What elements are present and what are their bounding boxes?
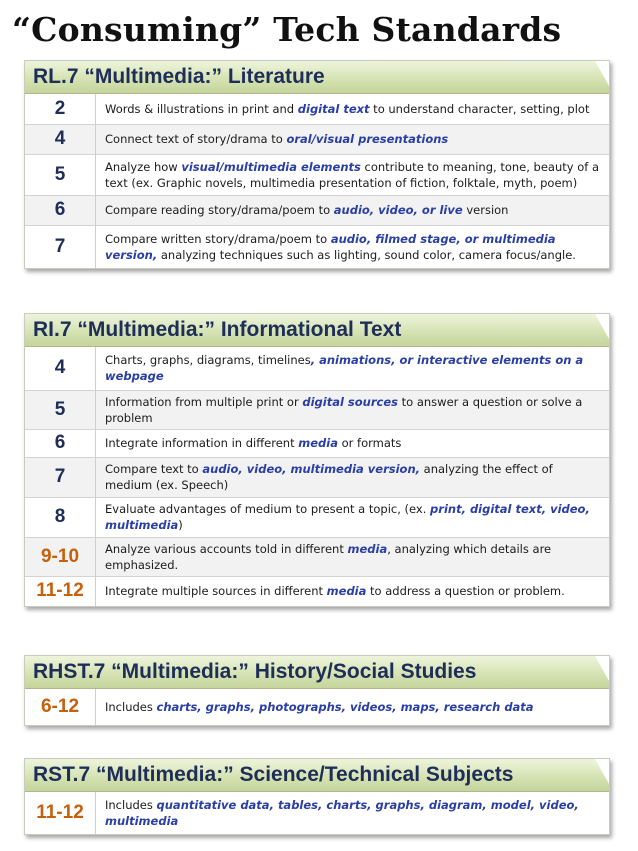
text-run: Compare reading story/drama/poem to (105, 203, 334, 217)
description-cell (96, 429, 610, 457)
table-row (25, 390, 609, 429)
text-run: contribute to meaning, tone, beauty of a text (ex. Graphic novels, multimedia presentation of fiction, folktale, myth, poem) (105, 159, 600, 190)
text-run: analyzing techniques such as lighting, sound color, camera focus/angle. (157, 247, 576, 262)
section-rl7 (24, 60, 610, 269)
emphasized-text: quantitative data, tables, charts, graphs, diagram, model, video, multimedia (105, 798, 579, 828)
emphasized-text: print, digital text, video, multimedia (105, 502, 590, 532)
grade-cell: 5 (25, 154, 96, 195)
text-run: Includes (105, 700, 157, 714)
description-cell (96, 576, 610, 606)
grade-cell: 6 (25, 429, 96, 457)
emphasized-text: media (347, 541, 388, 556)
grade-cell: 9-10 (25, 537, 96, 576)
emphasized-text: digital text (297, 101, 370, 116)
grade-cell: 6-12 (25, 689, 96, 725)
table-row (25, 429, 609, 457)
table-row (25, 195, 609, 225)
description-cell (96, 689, 610, 725)
text-run: ) (178, 518, 183, 532)
section-heading: RL.7 “Multimedia:” Literature (25, 61, 609, 94)
text-run: analyzing the effect of medium (ex. Speech) (105, 462, 553, 492)
text-run: to answer a question or solve a problem (105, 394, 583, 425)
text-run: Analyze how (105, 159, 182, 174)
description-cell (96, 124, 610, 154)
text-run: Evaluate advantages of medium to present a topic, (ex. (105, 502, 431, 516)
grade-cell: 11-12 (25, 576, 96, 606)
page-title: “Consuming” Tech Standards (12, 10, 562, 49)
grade-cell: 4 (25, 124, 96, 154)
table-row (25, 154, 609, 195)
table-row (25, 124, 609, 154)
grade-cell: 6 (25, 195, 96, 225)
standards-table (25, 94, 609, 268)
text-run: Compare written story/drama/poem to (105, 231, 331, 246)
section-heading: RI.7 “Multimedia:” Informational Text (25, 314, 609, 347)
grade-cell: 11-12 (25, 792, 96, 834)
table-row (25, 347, 609, 390)
section-rhst7 (24, 655, 610, 726)
text-run: Words & illustrations in print and (105, 101, 298, 116)
text-run: Charts, graphs, diagrams, timelines (105, 353, 311, 368)
table-row (25, 457, 609, 497)
table-row (25, 576, 609, 606)
text-run: Information from multiple print or (105, 394, 303, 409)
grade-cell: 2 (25, 94, 96, 124)
table-row (25, 792, 609, 834)
grade-cell: 4 (25, 347, 96, 390)
emphasized-text: media (298, 436, 338, 450)
standards-table (25, 792, 609, 834)
description-cell (96, 537, 610, 576)
emphasized-text: audio, filmed stage, or multimedia version, (105, 231, 556, 262)
description-cell (96, 457, 610, 497)
grade-cell: 7 (25, 457, 96, 497)
text-run: to understand character, setting, plot (369, 101, 590, 116)
emphasized-text: visual/multimedia elements (181, 159, 361, 174)
emphasized-text: media (326, 584, 367, 599)
text-run: Connect text of story/drama to (105, 132, 287, 146)
section-rst7 (24, 758, 610, 835)
grade-cell: 5 (25, 390, 96, 429)
text-run: to address a question or problem. (366, 584, 565, 599)
standards-table (25, 689, 609, 725)
table-row (25, 497, 609, 537)
text-run: Compare text to (105, 462, 203, 476)
section-heading: RST.7 “Multimedia:” Science/Technical Subjects (25, 759, 609, 792)
section-heading: RHST.7 “Multimedia:” History/Social Studies (25, 656, 609, 689)
emphasized-text: audio, video, multimedia version, (202, 462, 420, 476)
table-row (25, 225, 609, 268)
emphasized-text: audio, video, or live (333, 203, 463, 217)
emphasized-text: , animations, or interactive elements on a webpage (105, 353, 584, 384)
text-run: Integrate multiple sources in different (105, 584, 327, 599)
emphasized-text: oral/visual presentations (286, 132, 449, 146)
grade-cell: 7 (25, 225, 96, 268)
emphasized-text: digital sources (302, 394, 398, 409)
description-cell (96, 347, 610, 390)
text-run: , analyzing which details are emphasized. (105, 541, 552, 572)
emphasized-text: charts, graphs, photographs, videos, maps, research data (156, 700, 534, 714)
section-ri7 (24, 313, 610, 607)
description-cell (96, 195, 610, 225)
description-cell (96, 792, 610, 834)
text-run: Includes (105, 798, 157, 812)
table-row (25, 689, 609, 725)
description-cell (96, 225, 610, 268)
text-run: version (462, 203, 509, 217)
description-cell (96, 94, 610, 124)
table-row (25, 537, 609, 576)
text-run: Analyze various accounts told in different (105, 541, 348, 556)
description-cell (96, 497, 610, 537)
grade-cell: 8 (25, 497, 96, 537)
text-run: or formats (337, 436, 402, 450)
table-row (25, 94, 609, 124)
description-cell (96, 154, 610, 195)
description-cell (96, 390, 610, 429)
text-run: Integrate information in different (105, 436, 299, 450)
standards-table (25, 347, 609, 606)
